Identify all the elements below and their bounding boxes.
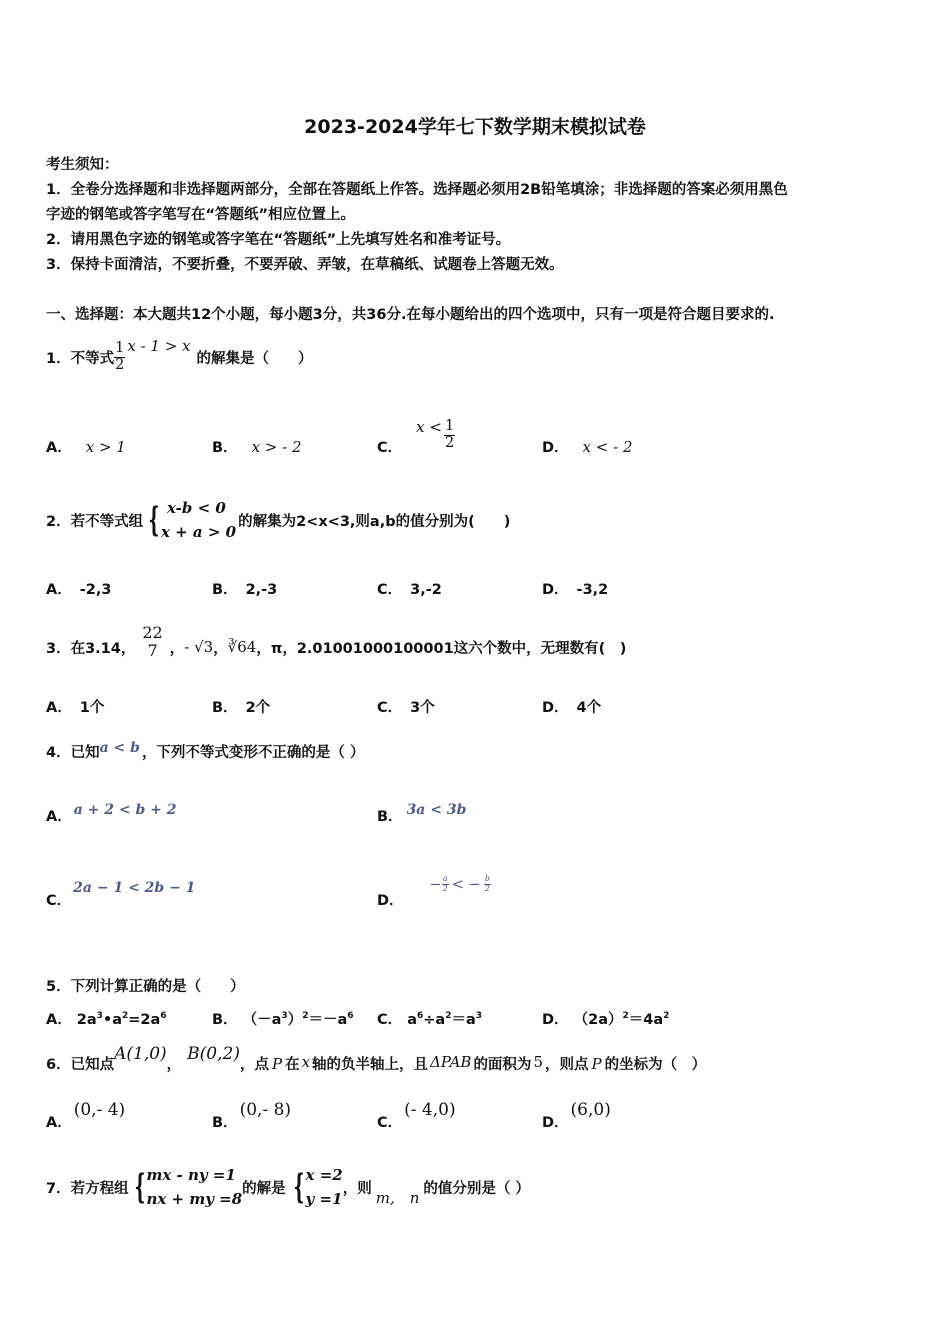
q2-row-1: x-b < 0 bbox=[166, 499, 226, 517]
q3-neg-sqrt: - √3 bbox=[184, 638, 214, 656]
q4-prefix: 4．已知 bbox=[46, 745, 100, 761]
question-7 bbox=[46, 1158, 530, 1216]
q2-a-text: -2,3 bbox=[79, 582, 112, 598]
q6-point-a: A(1,0) bbox=[114, 1044, 167, 1064]
q7-system bbox=[129, 1163, 243, 1211]
q5-b-exp: 6 bbox=[347, 1011, 354, 1021]
q3-b-label: B． bbox=[212, 700, 238, 716]
q5-b-exp: 3 bbox=[281, 1011, 288, 1021]
q5-d-part: （2a） bbox=[573, 1012, 623, 1028]
notice-line-3: 3．保持卡面清洁，不要折叠，不要弄破、弄皱，在草稿纸、试题卷上答题无效。 bbox=[46, 257, 564, 273]
q1-d-label: D． bbox=[542, 440, 569, 456]
q3-option-c[interactable] bbox=[377, 696, 435, 717]
q6-comma: ， bbox=[166, 1057, 182, 1073]
q6-b-text: (0,- 8) bbox=[239, 1100, 292, 1120]
q5-option-b[interactable] bbox=[212, 1008, 354, 1029]
q2-c-text: 3,-2 bbox=[410, 582, 442, 598]
q3-option-d[interactable] bbox=[542, 696, 601, 717]
q3-a-label: A． bbox=[46, 700, 72, 716]
q1-option-a[interactable] bbox=[46, 436, 126, 457]
q1-fraction bbox=[114, 341, 125, 374]
q1-option-c[interactable] bbox=[377, 410, 455, 460]
q1-a-text: x > 1 bbox=[85, 438, 126, 456]
q5-a-label: A． bbox=[46, 1012, 72, 1028]
q7-mid: 的解是 bbox=[242, 1180, 286, 1197]
q6-suffix: 的坐标为（ ） bbox=[604, 1057, 707, 1073]
q5-c-exp: 3 bbox=[475, 1011, 483, 1021]
q6-p-2: P bbox=[591, 1055, 602, 1073]
q1-option-b[interactable] bbox=[212, 436, 302, 457]
q5-c-exp: 6 bbox=[417, 1011, 424, 1021]
q6-text-2: 在 bbox=[285, 1057, 300, 1073]
q6-text-3: 轴的负半轴上，且 bbox=[312, 1057, 429, 1073]
q7-row-2: nx + my =8 bbox=[146, 1190, 243, 1208]
q4-c-text: 2a − 1 < 2b − 1 bbox=[73, 880, 196, 896]
q2-option-b[interactable] bbox=[212, 578, 277, 599]
q1-suffix: 的解集是（ ） bbox=[196, 350, 313, 367]
q4-d-num-2: b bbox=[484, 874, 490, 884]
q5-a-part: •a bbox=[102, 1012, 122, 1028]
q6-x: x bbox=[301, 1053, 311, 1071]
q3-option-a[interactable] bbox=[46, 696, 104, 717]
q4-suffix: ，下列不等式变形不正确的是（ ） bbox=[141, 745, 365, 761]
q5-a-exp: 2 bbox=[122, 1011, 129, 1021]
q3-sep-2: ， bbox=[213, 640, 228, 657]
q4-d-den-2: 2 bbox=[484, 884, 490, 894]
q7-prefix: 7．若方程组 bbox=[46, 1180, 129, 1197]
q4-d-frac-2 bbox=[484, 875, 491, 894]
q2-option-c[interactable] bbox=[377, 578, 442, 599]
question-6 bbox=[46, 1040, 706, 1074]
q3-cbrt: ∛64 bbox=[227, 638, 257, 656]
q1-c-text: x < bbox=[416, 418, 442, 436]
q4-condition: a < b bbox=[99, 740, 140, 756]
q6-text-1: ，点 bbox=[239, 1057, 269, 1073]
q5-d-label: D． bbox=[542, 1012, 569, 1028]
q6-option-b[interactable] bbox=[212, 1098, 291, 1132]
q7-mid-2: ，则 bbox=[342, 1180, 372, 1197]
q3-num: 22 bbox=[142, 623, 163, 643]
q3-c-text: 3个 bbox=[410, 700, 435, 716]
q2-option-d[interactable] bbox=[542, 578, 608, 599]
notice-line-1b: 字迹的钢笔或答字笔写在“答题纸”相应位置上。 bbox=[46, 207, 356, 223]
q7-solution-brace: { bbox=[293, 1167, 305, 1207]
q3-prefix: 3．在3.14， bbox=[46, 640, 136, 657]
q5-b-part: （－a bbox=[242, 1012, 282, 1028]
q6-c-text: (- 4,0) bbox=[404, 1100, 456, 1120]
q4-d-neg: − bbox=[429, 876, 442, 893]
q4-d-den-1: 2 bbox=[442, 884, 448, 894]
q3-c-label: C． bbox=[377, 700, 403, 716]
q5-b-exp: 2 bbox=[302, 1011, 309, 1021]
q1-d-text: x < - 2 bbox=[582, 438, 633, 456]
notice-line-2: 2．请用黑色字迹的钢笔或答字笔在“答题纸”上先填写姓名和准考证号。 bbox=[46, 232, 511, 248]
q4-option-b[interactable] bbox=[377, 800, 466, 826]
q4-d-num-1: a bbox=[442, 874, 448, 884]
question-4 bbox=[46, 738, 364, 762]
q1-b-label: B． bbox=[212, 440, 238, 456]
page-title: 2023-2024学年七下数学期末模拟试卷 bbox=[304, 116, 646, 138]
q6-triangle: ΔPAB bbox=[430, 1053, 472, 1071]
q1-option-d[interactable] bbox=[542, 436, 633, 457]
q2-c-label: C． bbox=[377, 582, 403, 598]
q5-c-part: ÷a bbox=[423, 1012, 446, 1028]
q2-system bbox=[143, 496, 236, 544]
q4-d-label: D． bbox=[377, 893, 404, 909]
q5-c-part: ＝a bbox=[451, 1012, 476, 1028]
q5-c-part: a bbox=[407, 1012, 418, 1028]
q5-a-exp: 3 bbox=[96, 1011, 103, 1021]
q5-b-part: ＝－a bbox=[308, 1012, 348, 1028]
question-1 bbox=[46, 327, 313, 387]
q7-suffix: 的值分别是（ ） bbox=[423, 1180, 530, 1197]
q7-solution-row-2: y =1 bbox=[305, 1190, 343, 1208]
q2-b-text: 2,-3 bbox=[245, 582, 278, 598]
q3-option-b[interactable] bbox=[212, 696, 270, 717]
q6-b-label: B． bbox=[212, 1115, 238, 1131]
q4-a-text: a + 2 < b + 2 bbox=[73, 802, 177, 818]
q3-sep-1: ， bbox=[169, 640, 185, 657]
q5-d-exp: 2 bbox=[622, 1011, 629, 1021]
q3-d-label: D． bbox=[542, 700, 569, 716]
q3-d-text: 4个 bbox=[576, 700, 602, 716]
q5-b-label: B． bbox=[212, 1012, 238, 1028]
q3-den: 7 bbox=[147, 641, 158, 660]
q5-option-c[interactable] bbox=[377, 1008, 482, 1029]
q6-a-text: (0,- 4) bbox=[73, 1100, 126, 1120]
q6-d-text: (6,0) bbox=[570, 1100, 611, 1120]
q5-d-part: ＝4a bbox=[628, 1012, 664, 1028]
q1-expr: x - 1 > x bbox=[127, 337, 191, 355]
q1-c-fraction bbox=[444, 419, 455, 452]
q4-a-label: A． bbox=[46, 809, 72, 825]
q1-c-label: C． bbox=[377, 439, 403, 456]
q5-a-part: =2a bbox=[128, 1012, 161, 1028]
q6-p-1: P bbox=[271, 1055, 283, 1073]
notice-line-1a: 1．全卷分选择题和非选择题两部分，全部在答题纸上作答。选择题必须用2B铅笔填涂；非选择题的答案必须用黑色 bbox=[46, 182, 788, 198]
q7-row-1: mx - ny =1 bbox=[146, 1166, 236, 1184]
q5-option-a[interactable] bbox=[46, 1008, 167, 1029]
q3-b-text: 2个 bbox=[245, 700, 271, 716]
q4-d-frac-1 bbox=[442, 875, 449, 894]
q7-vars: m, n bbox=[375, 1188, 420, 1207]
q6-prefix: 6．已知点 bbox=[46, 1057, 115, 1073]
q1-b-text: x > - 2 bbox=[251, 438, 302, 456]
section-heading: 一、选择题：本大题共12个小题，每小题3分，共36分.在每小题给出的四个选项中，只有一项是符合题目要求的. bbox=[46, 307, 775, 323]
q2-option-a[interactable] bbox=[46, 578, 111, 599]
q6-text-5: ，则点 bbox=[544, 1057, 589, 1073]
q4-d-rel: < − bbox=[451, 876, 481, 893]
q1-a-label: A． bbox=[46, 440, 72, 456]
q4-option-d[interactable] bbox=[377, 862, 491, 910]
q5-a-part: 2a bbox=[76, 1012, 97, 1028]
q6-option-d[interactable] bbox=[542, 1098, 611, 1132]
q3-fraction bbox=[141, 624, 163, 659]
q5-option-d[interactable] bbox=[542, 1008, 669, 1029]
q4-b-text: 3a < 3b bbox=[406, 802, 467, 818]
q5-a-exp: 6 bbox=[160, 1011, 167, 1021]
q6-a-label: A． bbox=[46, 1115, 72, 1131]
q5-c-label: C． bbox=[377, 1012, 403, 1028]
q7-solution-row-1: x =2 bbox=[305, 1166, 343, 1184]
question-2 bbox=[46, 492, 510, 548]
q3-a-text: 1个 bbox=[79, 700, 105, 716]
q1-den: 2 bbox=[115, 356, 125, 373]
q6-text-4: 的面积为 bbox=[473, 1057, 532, 1073]
q2-row-2: x + a > 0 bbox=[160, 523, 237, 541]
q6-option-c[interactable] bbox=[377, 1098, 456, 1132]
q7-solution bbox=[288, 1163, 343, 1211]
q1-c-num: 1 bbox=[444, 417, 455, 434]
q2-d-label: D． bbox=[542, 582, 569, 598]
q6-point-b: B(0,2) bbox=[187, 1044, 240, 1064]
q2-d-text: -3,2 bbox=[576, 582, 609, 598]
q6-option-a[interactable] bbox=[46, 1098, 125, 1132]
q6-d-label: D． bbox=[542, 1115, 569, 1131]
q1-num: 1 bbox=[115, 339, 125, 356]
q4-option-c[interactable] bbox=[46, 880, 195, 910]
q2-a-label: A． bbox=[46, 582, 72, 598]
question-3 bbox=[46, 610, 626, 674]
q2-suffix: 的解集为2<x<3,则a,b的值分别为( ) bbox=[238, 513, 511, 530]
q2-b-label: B． bbox=[212, 582, 238, 598]
q4-d-expr bbox=[430, 875, 491, 894]
q2-brace: { bbox=[148, 500, 160, 540]
q2-prefix: 2．若不等式组 bbox=[46, 513, 144, 530]
q4-option-a[interactable] bbox=[46, 800, 177, 826]
q4-c-label: C． bbox=[46, 893, 72, 909]
notice-heading: 考生须知： bbox=[46, 157, 119, 173]
q4-b-label: B． bbox=[377, 809, 403, 825]
q5-b-part: ） bbox=[287, 1012, 303, 1028]
q6-five: 5 bbox=[533, 1053, 543, 1071]
q6-c-label: C． bbox=[377, 1115, 403, 1131]
q1-prefix: 1．不等式 bbox=[46, 350, 115, 367]
q7-brace: { bbox=[134, 1167, 145, 1207]
q3-suffix: ，π，2.01001000100001这六个数中，无理数有( ) bbox=[256, 640, 627, 657]
q5-c-exp: 2 bbox=[445, 1011, 452, 1021]
question-5: 5．下列计算正确的是（ ） bbox=[46, 979, 245, 995]
q5-d-exp: 2 bbox=[663, 1011, 670, 1021]
q1-c-den: 2 bbox=[444, 434, 455, 451]
